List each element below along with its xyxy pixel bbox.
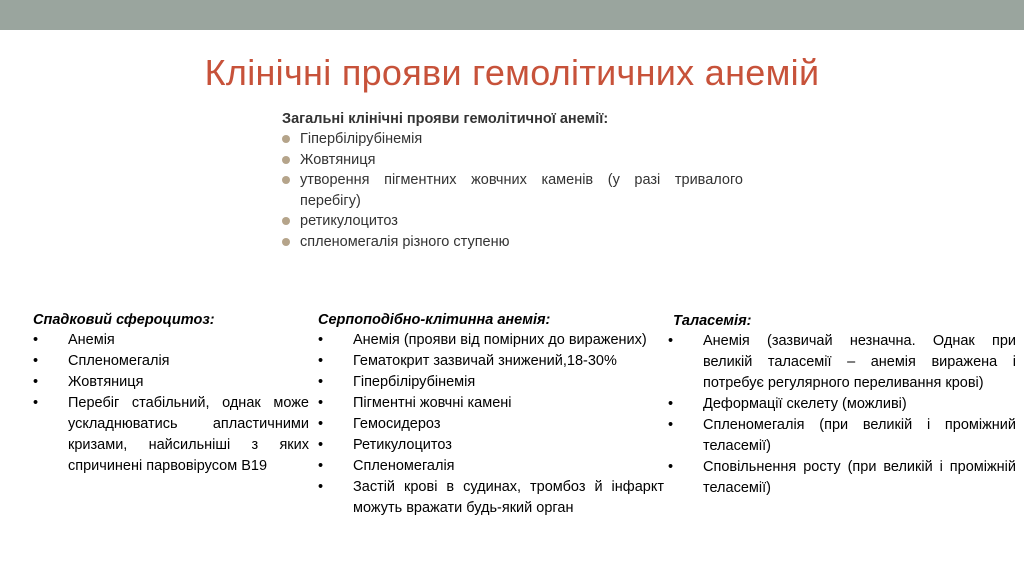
list-item: • Деформації скелету (можливі) bbox=[668, 394, 1016, 415]
sickle-cell-column bbox=[318, 312, 664, 519]
bullet-icon: • bbox=[318, 374, 324, 390]
bullet-icon: • bbox=[318, 353, 324, 369]
list-item: • Спленомегалія (при великій і проміжний теласемії) bbox=[668, 417, 1016, 454]
list-item: • Ретикулоцитоз bbox=[318, 435, 664, 456]
list-item: • Сповільнення росту (при великій і проміжній теласемії) bbox=[668, 459, 1016, 496]
bullet-dot-icon bbox=[282, 217, 290, 225]
bullet-icon: • bbox=[668, 333, 674, 349]
general-heading: Загальні клінічні прояви гемолітичної анемії: bbox=[282, 111, 609, 127]
bullet-icon: • bbox=[318, 458, 324, 474]
list-item: спленомегалія різного ступеню bbox=[278, 232, 743, 253]
bullet-dot-icon bbox=[282, 135, 290, 143]
list-item: ретикулоцитоз bbox=[278, 211, 743, 232]
general-manifestations-block bbox=[278, 111, 743, 252]
thalassemia-heading: Таласемія: bbox=[673, 313, 752, 329]
thalassemia-column bbox=[668, 313, 1016, 499]
list-item: • Гематокрит зазвичай знижений,18-30% bbox=[318, 351, 664, 372]
list-item: • Застій крові в судинах, тромбоз й інфаркт можуть вражати будь-який орган bbox=[318, 479, 664, 516]
list-item: • Пігментні жовчні камені bbox=[318, 393, 664, 414]
list-item: • Анемія (зазвичай незначна. Однак при великій таласемії – анемія виражена і потребує регулярного переливання крові) bbox=[668, 333, 1016, 391]
top-bar bbox=[0, 0, 1024, 30]
spherocytosis-heading: Спадковий сфероцитоз: bbox=[33, 312, 215, 328]
slide-title: Клінічні прояви гемолітичних анемій bbox=[204, 52, 820, 93]
bullet-icon: • bbox=[668, 459, 674, 475]
list-item: утворення пігментних жовчних каменів (у разі тривалого перебігу) bbox=[278, 170, 743, 211]
bullet-dot-icon bbox=[282, 238, 290, 246]
bullet-icon: • bbox=[33, 374, 39, 390]
bullet-dot-icon bbox=[282, 156, 290, 164]
spherocytosis-column bbox=[33, 312, 309, 477]
list-item: Жовтяниця bbox=[278, 150, 743, 171]
list-item: • Гемосидероз bbox=[318, 414, 664, 435]
list-item: Гіпербілірубінемія bbox=[278, 129, 743, 150]
bullet-icon: • bbox=[318, 479, 324, 495]
list-item: • Анемія bbox=[33, 330, 309, 351]
list-item: • Анемія (прояви від помірних до виражених) bbox=[318, 330, 664, 351]
bullet-icon: • bbox=[318, 395, 324, 411]
list-item: • Гіпербілірубінемія bbox=[318, 372, 664, 393]
sickle-cell-heading: Серпоподібно-клітинна анемія: bbox=[318, 312, 551, 328]
list-item: • Перебіг стабільний, однак може ускладнюватись апластичними кризами, найсильніші з яких спричинені парвовірусом В19 bbox=[33, 395, 309, 474]
bullet-icon: • bbox=[668, 417, 674, 433]
list-item: • Спленомегалія bbox=[33, 351, 309, 372]
sickle-cell-list bbox=[318, 330, 664, 519]
bullet-dot-icon bbox=[282, 176, 290, 184]
bullet-icon: • bbox=[318, 416, 324, 432]
bullet-icon: • bbox=[33, 353, 39, 369]
thalassemia-list bbox=[668, 331, 1016, 499]
list-item: • Жовтяниця bbox=[33, 372, 309, 393]
bullet-icon: • bbox=[318, 437, 324, 453]
bullet-icon: • bbox=[33, 332, 39, 348]
general-list bbox=[278, 129, 743, 252]
list-item: • Спленомегалія bbox=[318, 456, 664, 477]
bullet-icon: • bbox=[668, 396, 674, 412]
bullet-icon: • bbox=[318, 332, 324, 348]
bullet-icon: • bbox=[33, 395, 39, 411]
spherocytosis-list bbox=[33, 330, 309, 477]
